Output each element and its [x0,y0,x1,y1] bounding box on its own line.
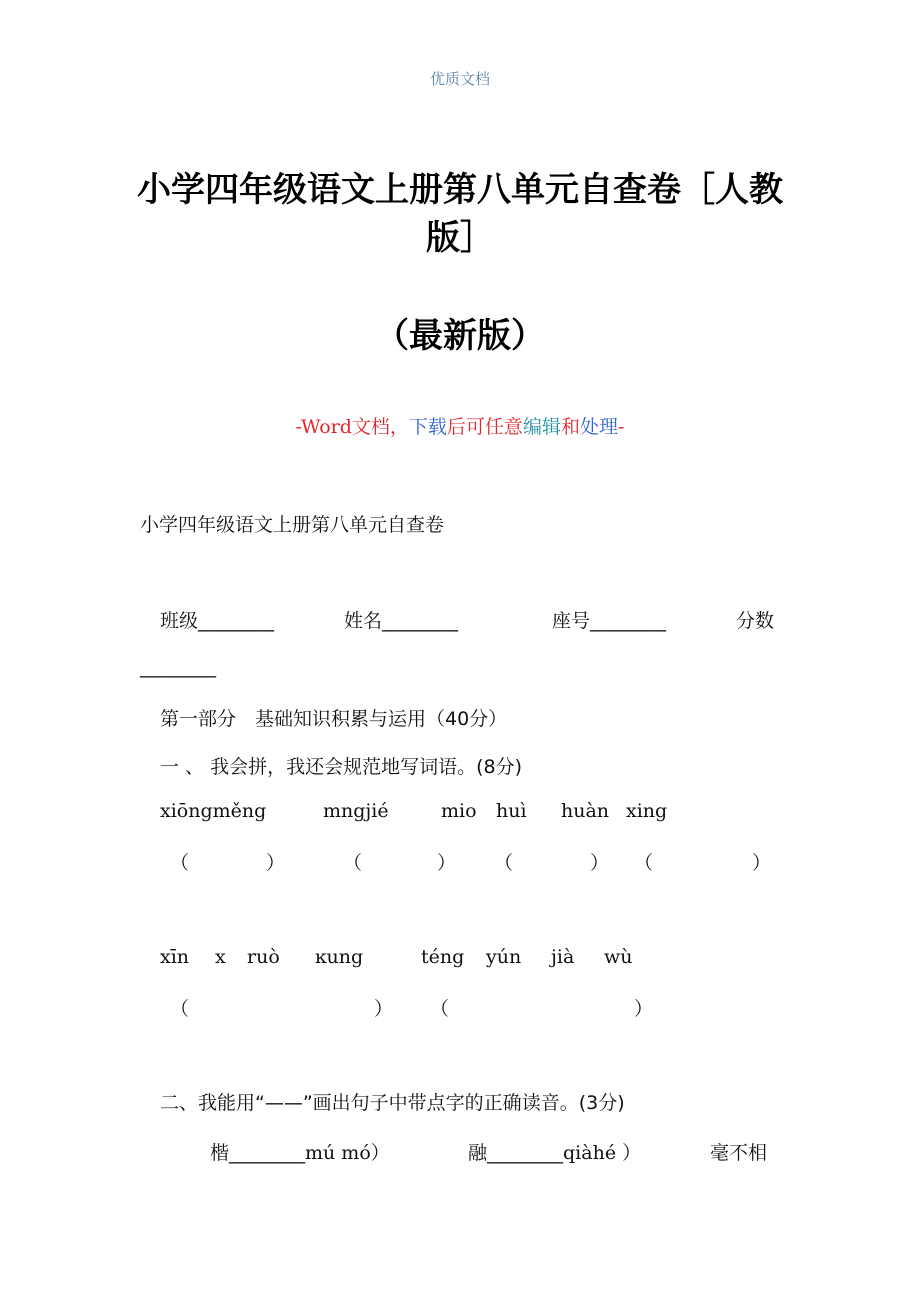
question-2-item-2 [468,1138,641,1165]
notice-part: - [617,416,625,438]
word-doc-notice [0,412,920,439]
pinyin-word: ĸung [315,946,364,968]
pinyin-word: x [215,946,226,968]
pinyin-word: xīn [160,946,190,968]
item-char: 楷 [210,1142,230,1164]
question-2-item-3: 毫不相 [710,1142,768,1164]
notice-part: 处理 [579,416,618,438]
document-title-line-2: 版］ [426,218,494,258]
answer-paren-close: ） [634,998,654,1020]
seat-field: 座号________ [552,610,667,632]
name-field: 姓名________ [344,610,459,632]
item-blank: ________ [229,1142,306,1164]
answer-paren-open: （ [343,852,363,874]
pinyin-word: ruò [247,946,280,968]
document-title-edition: （最新版） [375,316,545,356]
exam-title: 小学四年级语文上册第八单元自查卷 [140,514,445,536]
notice-part: 后可任意 [446,416,523,438]
page-header: 优质文档 [429,70,490,88]
answer-paren-close: ） [752,852,772,874]
answer-paren-open: （ [170,852,190,874]
answer-paren-close: ） [437,852,457,874]
pinyin-word: wù [604,946,633,968]
item-blank: ________ [487,1142,564,1164]
score-field-label: 分数 [736,610,775,632]
pinyin-word: xiōngměng [160,800,267,822]
answer-paren-close: ） [374,998,394,1020]
pinyin-word: mio [441,800,477,822]
notice-part: -Word [295,416,352,438]
question-2-title: 二、我能用“——”画出句子中带点字的正确读音。(3分) [160,1092,625,1114]
document-title-line-1: 小学四年级语文上册第八单元自查卷［人教 [137,170,783,210]
pinyin-word: yún [486,946,522,968]
answer-paren-open: （ [494,852,514,874]
class-field: 班级________ [160,610,275,632]
pinyin-word: mngjié [323,800,389,822]
answer-paren-open: （ [430,998,450,1020]
notice-part: 文档， [351,416,409,438]
answer-paren-open: （ [634,852,654,874]
pinyin-word: jià [551,946,575,968]
notice-part: 和 [560,416,580,438]
answer-paren-open: （ [170,998,190,1020]
answer-paren-close: ） [590,852,610,874]
section-heading: 第一部分 基础知识积累与运用（40分） [160,708,508,730]
item-options: mú mó） [305,1142,390,1164]
question-1-title: 一 、 我会拼，我还会规范地写词语。(8分) [160,756,522,778]
item-options: qiàhé ） [563,1142,642,1164]
pinyin-word: téng [421,946,465,968]
pinyin-word: xing [626,800,668,822]
pinyin-word: huàn [561,800,610,822]
answer-paren-close: ） [266,852,286,874]
item-char: 融 [468,1142,488,1164]
notice-part: 编辑 [522,416,561,438]
score-field-blank: ________ [140,656,216,678]
notice-part: 下载 [408,416,447,438]
pinyin-word: huì [496,800,527,822]
question-2-item-1 [210,1138,390,1165]
